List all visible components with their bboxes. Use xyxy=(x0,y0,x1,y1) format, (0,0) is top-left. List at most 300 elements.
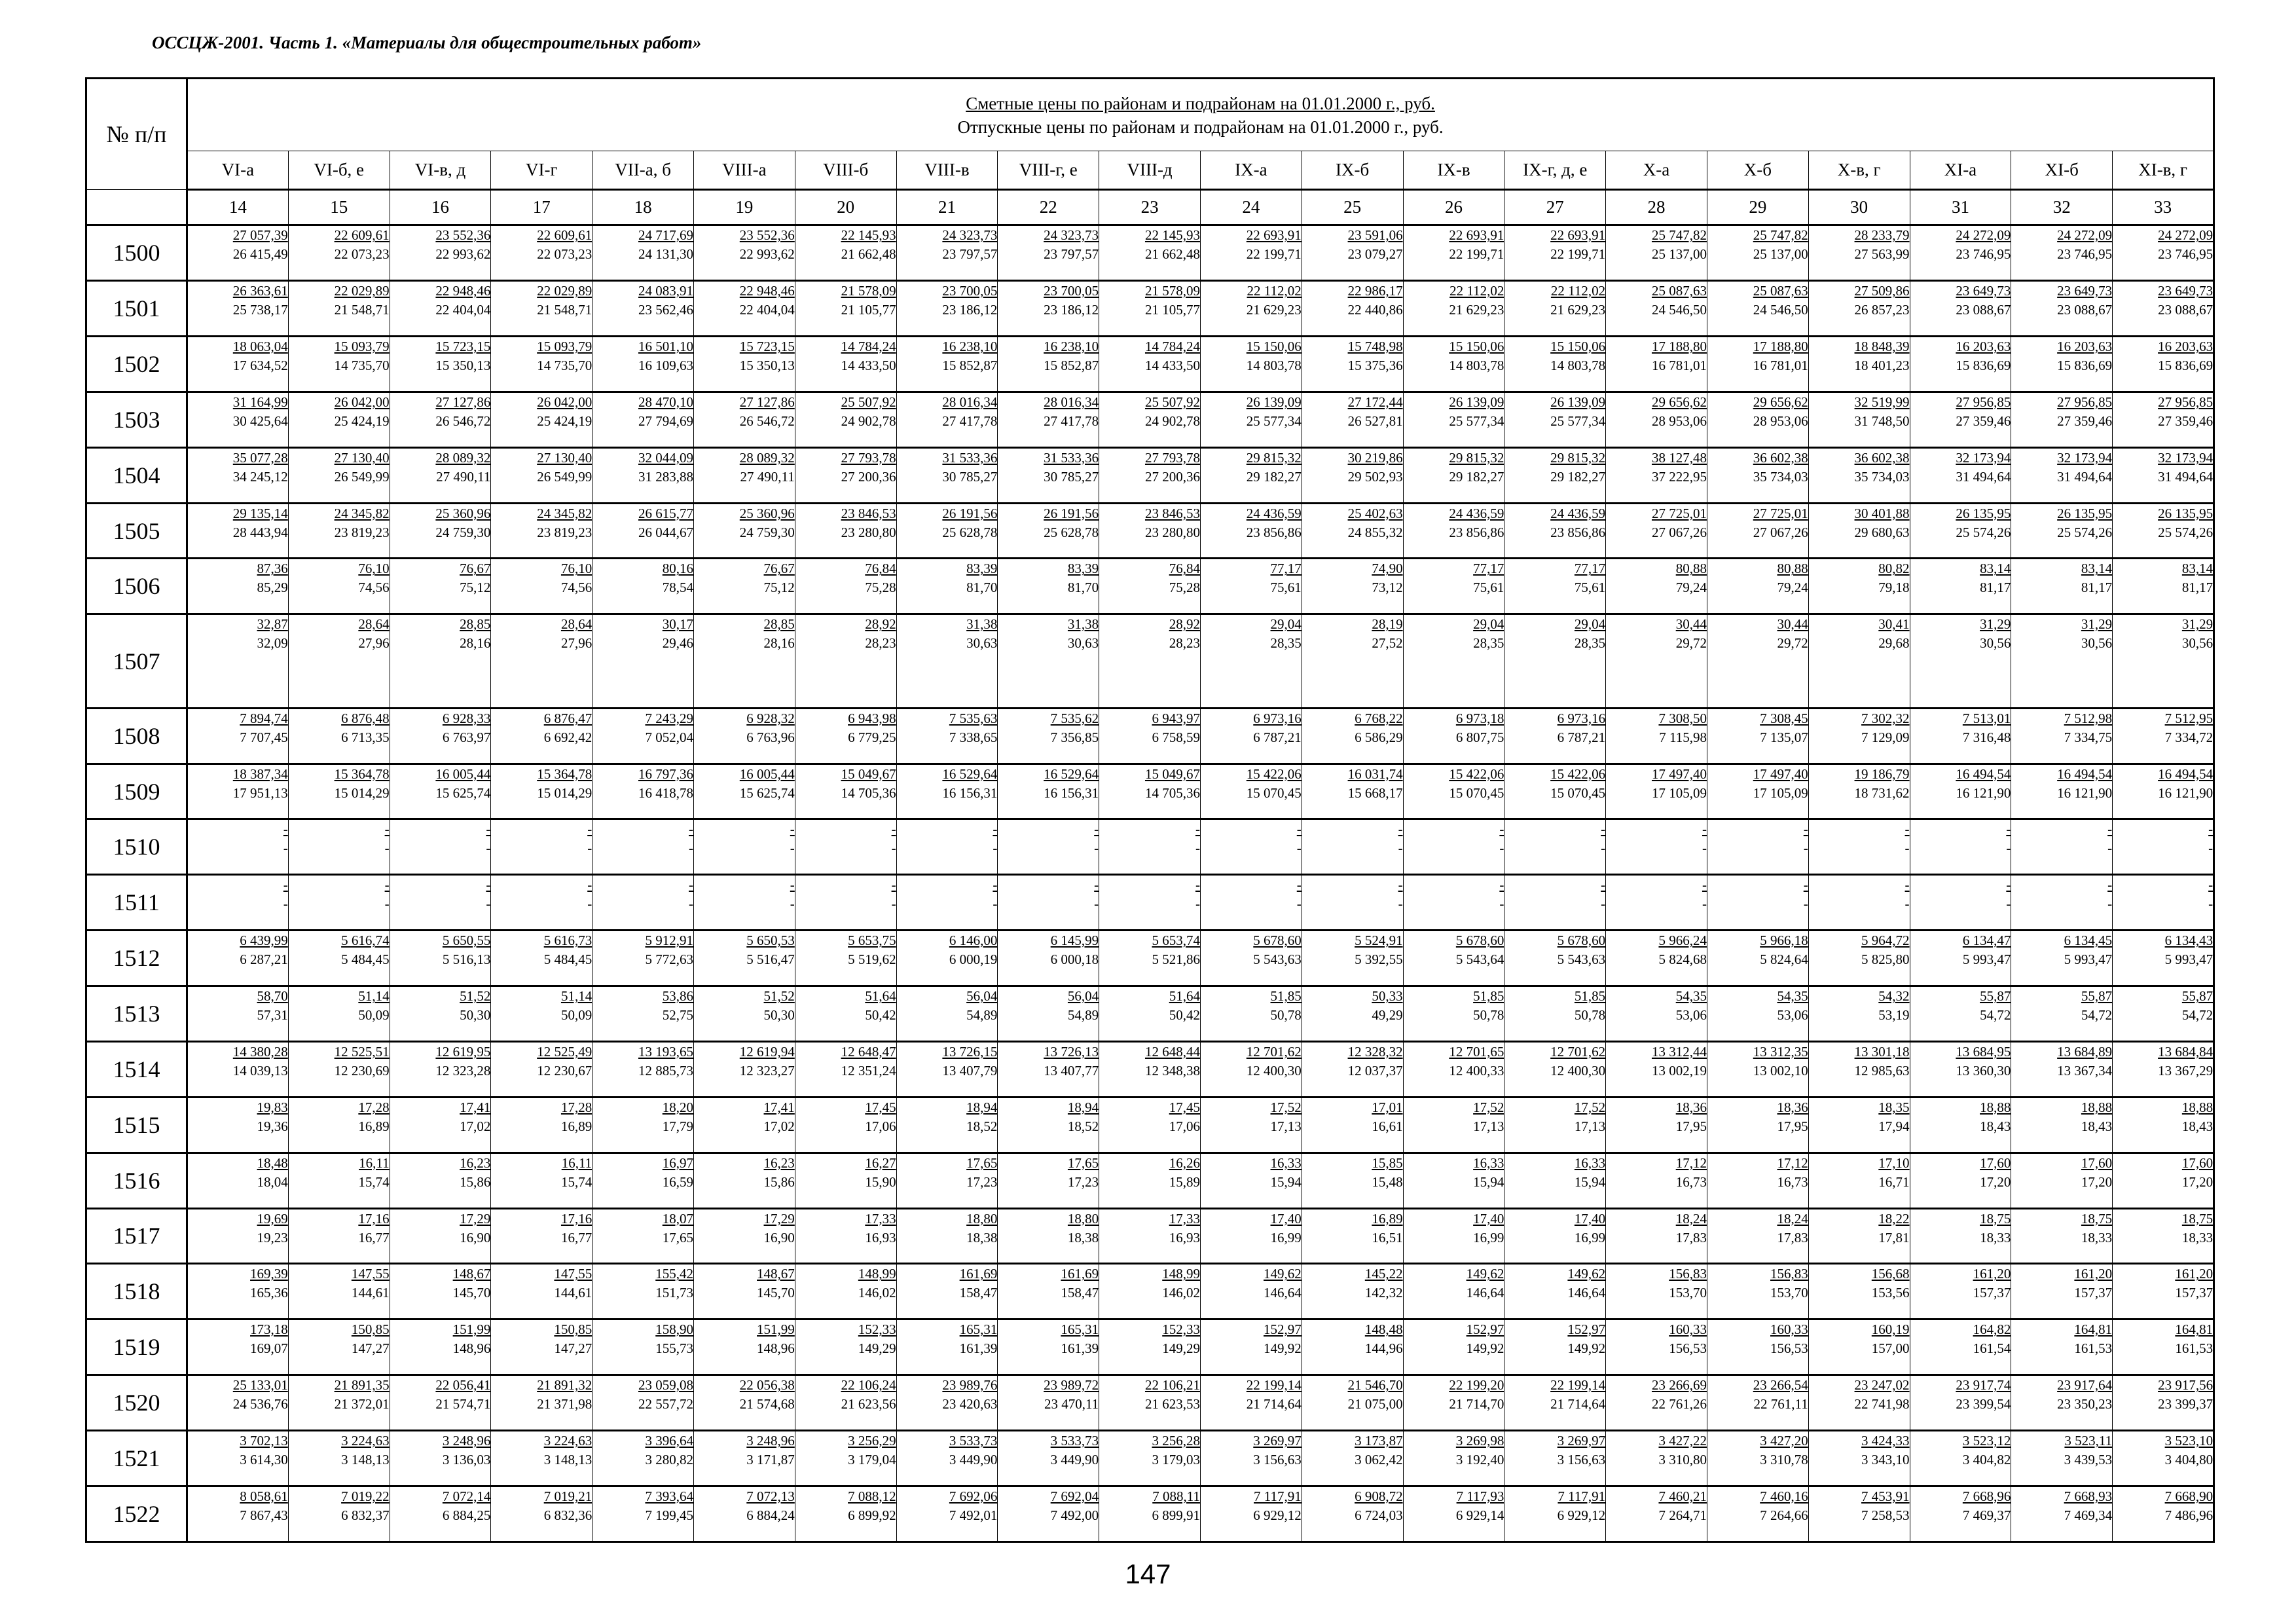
price-cell xyxy=(288,447,390,503)
release-price: 21 662,48 xyxy=(1144,246,1200,263)
release-price: 17,95 xyxy=(1777,1118,1808,1134)
estimated-price: - xyxy=(2107,877,2113,893)
release-price: 23 856,86 xyxy=(1449,524,1504,540)
price-cell xyxy=(1302,1097,1403,1153)
estimated-price: - xyxy=(1094,877,1099,893)
estimated-price: 16,33 xyxy=(1574,1154,1606,1171)
price-cell xyxy=(1606,392,1707,447)
estimated-price: 17 497,40 xyxy=(1651,766,1707,782)
estimated-price: 30,44 xyxy=(1777,616,1808,633)
release-price: 30,56 xyxy=(2181,635,2214,652)
release-price: 74,56 xyxy=(358,580,390,596)
estimated-price: 18,75 xyxy=(2181,1210,2214,1227)
estimated-price: 32 519,99 xyxy=(1854,394,1910,410)
estimated-price: 32,87 xyxy=(257,616,288,633)
release-price: 30,63 xyxy=(966,635,998,652)
estimated-price: 22 145,93 xyxy=(1144,227,1200,244)
release-price: 17,02 xyxy=(763,1118,795,1134)
price-cell xyxy=(1504,986,1606,1042)
price-cell xyxy=(187,614,289,708)
estimated-price: 51,14 xyxy=(560,988,592,1005)
release-price: 23 797,57 xyxy=(942,246,998,263)
release-price: 50,09 xyxy=(560,1007,592,1024)
estimated-price: 15 049,67 xyxy=(841,766,896,782)
estimated-price: 17 188,80 xyxy=(1753,339,1808,354)
price-cell xyxy=(1403,1264,1504,1320)
release-price: 3 171,87 xyxy=(746,1451,795,1467)
estimated-price: 13 312,44 xyxy=(1651,1043,1707,1060)
price-cell xyxy=(1606,281,1707,337)
estimated-price: 3 424,33 xyxy=(1861,1432,1910,1449)
price-cell xyxy=(491,1320,592,1375)
estimated-price: 28 016,34 xyxy=(942,394,998,410)
estimated-price: 17,60 xyxy=(1980,1154,2011,1171)
price-cell xyxy=(187,225,289,281)
release-price: 156,53 xyxy=(1770,1340,1808,1357)
estimated-price: 25 133,01 xyxy=(232,1377,288,1393)
price-cell xyxy=(288,1486,390,1541)
estimated-price: 161,20 xyxy=(1973,1266,2011,1282)
estimated-price: 15 150,06 xyxy=(1550,339,1606,354)
row-number: 1520 xyxy=(86,1375,187,1431)
release-price: 31 494,64 xyxy=(2158,468,2214,485)
region-header: VI-г xyxy=(491,151,592,190)
release-price: 16,89 xyxy=(560,1118,592,1134)
price-cell xyxy=(1099,819,1201,875)
release-price: 25 574,26 xyxy=(2057,524,2113,540)
price-cell xyxy=(491,1375,592,1431)
price-cell xyxy=(592,1208,694,1264)
release-price: 32,09 xyxy=(257,635,288,652)
price-cell xyxy=(693,1320,795,1375)
price-cell xyxy=(187,931,289,986)
release-price: 81,70 xyxy=(966,580,998,596)
release-price: 27 200,36 xyxy=(841,468,896,485)
release-price: 81,17 xyxy=(2081,580,2113,596)
estimated-price: 28 233,79 xyxy=(1854,227,1910,244)
price-cell xyxy=(1808,503,1910,559)
estimated-price: 150,85 xyxy=(351,1321,390,1338)
estimated-price: 169,39 xyxy=(250,1266,288,1282)
price-cell xyxy=(1099,931,1201,986)
estimated-price: 83,39 xyxy=(966,561,998,577)
price-cell xyxy=(1302,1041,1403,1097)
price-cell xyxy=(1808,1097,1910,1153)
release-price: 28,35 xyxy=(1270,635,1302,652)
release-price: 16,89 xyxy=(358,1118,390,1134)
price-cell xyxy=(1200,764,1302,819)
price-cell xyxy=(795,1375,896,1431)
region-header: VI-в, д xyxy=(390,151,491,190)
estimated-price: 6 146,00 xyxy=(949,932,998,949)
price-cell xyxy=(1504,764,1606,819)
estimated-price: 16 797,36 xyxy=(638,766,693,782)
release-price: 18,38 xyxy=(966,1229,998,1246)
price-cell xyxy=(592,1320,694,1375)
price-cell xyxy=(491,1153,592,1208)
estimated-price: 25 747,82 xyxy=(1651,227,1707,244)
estimated-price: 17 188,80 xyxy=(1651,339,1707,354)
release-price: - xyxy=(891,896,896,912)
price-cell xyxy=(998,392,1099,447)
estimated-price: 17,60 xyxy=(2181,1154,2214,1171)
release-price: 15 350,13 xyxy=(435,358,491,373)
release-price: 54,72 xyxy=(2181,1007,2214,1024)
price-cell xyxy=(1707,447,1808,503)
price-cell xyxy=(2113,708,2214,764)
release-price: - xyxy=(1195,840,1200,857)
estimated-price: 15 422,06 xyxy=(1550,766,1606,782)
price-cell xyxy=(896,1153,998,1208)
release-price: 7 338,65 xyxy=(949,729,998,745)
estimated-price: 18,88 xyxy=(2181,1099,2214,1115)
release-price: - xyxy=(587,896,592,912)
release-price: 24 131,30 xyxy=(638,246,693,263)
estimated-price: 22 106,24 xyxy=(841,1377,896,1393)
release-price: 30,56 xyxy=(2081,635,2113,652)
estimated-price: 77,17 xyxy=(1270,561,1302,577)
estimated-price: - xyxy=(2006,877,2011,893)
price-cell xyxy=(187,503,289,559)
price-cell xyxy=(491,1264,592,1320)
estimated-price: 6 876,47 xyxy=(543,710,592,726)
estimated-price: 22 693,91 xyxy=(1449,227,1504,244)
estimated-price: 148,48 xyxy=(1364,1321,1403,1338)
price-cell xyxy=(1099,337,1201,392)
estimated-price: 38 127,48 xyxy=(1651,449,1707,466)
estimated-price: 54,35 xyxy=(1675,988,1707,1005)
region-header: IX-б xyxy=(1302,151,1403,190)
price-cell xyxy=(896,1041,998,1097)
estimated-price: 155,42 xyxy=(655,1266,693,1282)
price-cell xyxy=(1504,447,1606,503)
estimated-price: 6 973,16 xyxy=(1557,710,1606,726)
region-header: IX-г, д, е xyxy=(1504,151,1606,190)
release-price: 157,37 xyxy=(2175,1285,2214,1301)
region-header: X-б xyxy=(1707,151,1808,190)
release-price: 21 372,01 xyxy=(334,1396,390,1412)
release-price: 27 067,26 xyxy=(1753,524,1808,540)
estimated-price: 19,83 xyxy=(257,1099,288,1115)
estimated-price: 18,24 xyxy=(1777,1210,1808,1227)
price-cell xyxy=(390,875,491,931)
price-cell xyxy=(187,819,289,875)
release-price: 16,77 xyxy=(358,1229,390,1246)
estimated-price: 3 224,63 xyxy=(543,1432,592,1449)
estimated-price: 13 301,18 xyxy=(1854,1043,1910,1060)
price-cell xyxy=(288,1041,390,1097)
estimated-price: 152,97 xyxy=(1567,1321,1606,1338)
estimated-price: 54,35 xyxy=(1777,988,1808,1005)
release-price: 50,30 xyxy=(460,1007,491,1024)
estimated-price: 6 134,47 xyxy=(1962,932,2011,949)
estimated-price: 5 678,60 xyxy=(1557,932,1606,949)
estimated-price: 149,62 xyxy=(1264,1266,1302,1282)
column-number: 16 xyxy=(390,189,491,225)
estimated-price: 7 668,93 xyxy=(2064,1488,2113,1504)
estimated-price: 23 552,36 xyxy=(435,227,491,244)
price-cell xyxy=(1808,1153,1910,1208)
release-price: 16,99 xyxy=(1574,1229,1606,1246)
price-cell xyxy=(896,819,998,875)
release-price: 21 075,00 xyxy=(1347,1396,1403,1412)
estimated-price: 7 117,93 xyxy=(1456,1488,1504,1504)
price-cell xyxy=(1910,559,2011,614)
row-number: 1510 xyxy=(86,819,187,875)
release-price: 13 407,77 xyxy=(1044,1062,1099,1079)
estimated-price: 17,10 xyxy=(1878,1154,1910,1171)
price-cell xyxy=(1504,1041,1606,1097)
release-price: 19,23 xyxy=(257,1229,288,1246)
release-price: 50,78 xyxy=(1473,1007,1504,1024)
release-price: 7 356,85 xyxy=(1050,729,1099,745)
release-price: 6 763,96 xyxy=(746,729,795,745)
estimated-price: 23 266,54 xyxy=(1753,1377,1808,1393)
price-cell xyxy=(998,1208,1099,1264)
release-price: 23 746,95 xyxy=(2158,246,2214,263)
estimated-price: 3 427,22 xyxy=(1658,1432,1707,1449)
release-price: 79,24 xyxy=(1777,580,1808,596)
release-price: - xyxy=(993,840,998,857)
column-number: 24 xyxy=(1200,189,1302,225)
release-price: 16 781,01 xyxy=(1753,358,1808,373)
release-price: - xyxy=(1094,840,1099,857)
price-cell xyxy=(1200,392,1302,447)
price-cell xyxy=(2011,1041,2113,1097)
release-price: - xyxy=(2208,840,2214,857)
release-price: 54,89 xyxy=(966,1007,998,1024)
row-number: 1513 xyxy=(86,986,187,1042)
release-price: 6 807,75 xyxy=(1455,729,1504,745)
column-number: 25 xyxy=(1302,189,1403,225)
estimated-price: 21 891,35 xyxy=(334,1377,390,1393)
release-price: 16,93 xyxy=(865,1229,896,1246)
price-cell xyxy=(288,1430,390,1486)
estimated-price: 23 649,73 xyxy=(1956,283,2011,299)
price-cell xyxy=(187,281,289,337)
price-cell xyxy=(1808,1208,1910,1264)
price-cell xyxy=(1200,1486,1302,1541)
price-cell xyxy=(2011,819,2113,875)
price-cell xyxy=(1403,281,1504,337)
release-price: 17,06 xyxy=(1169,1118,1200,1134)
price-cell xyxy=(1606,447,1707,503)
estimated-price: 77,17 xyxy=(1473,561,1504,577)
price-cell xyxy=(1099,392,1201,447)
release-price: 18,43 xyxy=(2081,1118,2113,1134)
release-price: 147,27 xyxy=(554,1340,592,1357)
release-price: 7 258,53 xyxy=(1861,1507,1910,1523)
table-row xyxy=(86,1264,2214,1320)
price-cell xyxy=(1504,1208,1606,1264)
release-price: 53,06 xyxy=(1777,1007,1808,1024)
estimated-price: 26 042,00 xyxy=(537,394,592,410)
price-cell xyxy=(592,819,694,875)
estimated-price: 148,99 xyxy=(858,1266,896,1282)
price-cell xyxy=(1504,503,1606,559)
estimated-price: - xyxy=(2107,821,2113,838)
estimated-price: 18,22 xyxy=(1878,1210,1910,1227)
estimated-price: 31 533,36 xyxy=(942,449,998,466)
price-cell xyxy=(1707,1041,1808,1097)
release-price: 23 088,67 xyxy=(2057,302,2113,318)
price-cell xyxy=(693,337,795,392)
estimated-price: 80,82 xyxy=(1878,561,1910,577)
price-cell xyxy=(998,447,1099,503)
estimated-price: 17,29 xyxy=(460,1210,491,1227)
estimated-price: - xyxy=(384,821,390,838)
release-price: 27 067,26 xyxy=(1651,524,1707,540)
estimated-price: 12 619,94 xyxy=(739,1043,795,1060)
price-cell xyxy=(795,1264,896,1320)
release-price: 3 449,90 xyxy=(1050,1451,1099,1467)
release-price: 17,83 xyxy=(1675,1229,1707,1246)
estimated-price: 83,14 xyxy=(1980,561,2011,577)
release-price: 25 137,00 xyxy=(1651,246,1707,263)
estimated-price: 7 668,90 xyxy=(2164,1488,2214,1504)
estimated-price: 28,92 xyxy=(1169,616,1200,633)
price-cell xyxy=(896,447,998,503)
estimated-price: 24 345,82 xyxy=(334,505,390,521)
row-number: 1504 xyxy=(86,447,187,503)
price-cell xyxy=(491,1486,592,1541)
release-price: 31 494,64 xyxy=(1956,468,2011,485)
estimated-price: 26 139,09 xyxy=(1449,394,1504,410)
estimated-price: 25 360,96 xyxy=(739,505,795,521)
estimated-price: 12 525,49 xyxy=(537,1043,592,1060)
release-price: 15,94 xyxy=(1574,1173,1606,1190)
release-price: 25 424,19 xyxy=(334,413,390,429)
price-cell xyxy=(1099,708,1201,764)
estimated-price: 26 042,00 xyxy=(334,394,390,410)
estimated-price: 7 117,91 xyxy=(1558,1488,1606,1504)
column-number: 27 xyxy=(1504,189,1606,225)
release-price: 25 574,26 xyxy=(2158,524,2214,540)
price-cell xyxy=(1302,447,1403,503)
release-price: 149,29 xyxy=(1162,1340,1200,1357)
release-price: 3 179,04 xyxy=(848,1451,896,1467)
release-price: 27 359,46 xyxy=(2158,413,2214,429)
estimated-price: 27 127,86 xyxy=(739,394,795,410)
release-price: - xyxy=(688,896,693,912)
release-price: 21 548,71 xyxy=(537,302,592,318)
release-price: 27 563,99 xyxy=(1854,246,1910,263)
release-price: 25 577,34 xyxy=(1449,413,1504,429)
release-price: 28,16 xyxy=(460,635,491,652)
estimated-price: 17,65 xyxy=(1067,1154,1099,1171)
price-cell xyxy=(187,1320,289,1375)
price-cell xyxy=(1099,559,1201,614)
release-price: 17 634,52 xyxy=(232,358,288,373)
release-price: 22 761,11 xyxy=(1753,1396,1808,1412)
estimated-price: 23 266,69 xyxy=(1651,1377,1707,1393)
release-price: 37 222,95 xyxy=(1651,468,1707,485)
price-cell xyxy=(1707,1375,1808,1431)
release-price: 30 425,64 xyxy=(232,413,288,429)
release-price: 29 502,93 xyxy=(1347,468,1403,485)
estimated-price: 18,75 xyxy=(1980,1210,2011,1227)
price-cell xyxy=(288,392,390,447)
price-cell xyxy=(795,986,896,1042)
estimated-price: 32 173,94 xyxy=(2057,449,2113,466)
estimated-price: 23 700,05 xyxy=(1044,283,1099,299)
estimated-price: 28,85 xyxy=(460,616,491,633)
price-cell xyxy=(795,225,896,281)
release-price: 21 629,23 xyxy=(1550,302,1606,318)
estimated-price: 18,35 xyxy=(1878,1099,1910,1115)
release-price: - xyxy=(993,896,998,912)
estimated-price: 152,97 xyxy=(1466,1321,1504,1338)
release-price: 21 714,64 xyxy=(1550,1396,1606,1412)
release-price: 27 417,78 xyxy=(942,413,998,429)
price-cell xyxy=(2113,1208,2214,1264)
release-price: 23 186,12 xyxy=(1044,302,1099,318)
estimated-price: 16,27 xyxy=(865,1154,896,1171)
release-price: 78,54 xyxy=(662,580,693,596)
estimated-price: 16,89 xyxy=(1372,1210,1403,1227)
release-price: 7 867,43 xyxy=(240,1507,288,1523)
price-cell xyxy=(795,392,896,447)
price-cell xyxy=(390,447,491,503)
price-cell xyxy=(1200,1320,1302,1375)
estimated-price: 7 117,91 xyxy=(1254,1488,1302,1504)
release-price: 16,77 xyxy=(560,1229,592,1246)
estimated-price: 29 656,62 xyxy=(1651,394,1707,410)
release-price: 85,29 xyxy=(257,580,288,596)
release-price: 7 264,66 xyxy=(1760,1507,1808,1523)
release-price: 75,61 xyxy=(1574,580,1606,596)
release-price: 23 280,80 xyxy=(841,524,896,540)
price-cell xyxy=(2011,1375,2113,1431)
release-price: 16,51 xyxy=(1372,1229,1403,1246)
estimated-price: 26 139,09 xyxy=(1550,394,1606,410)
price-cell xyxy=(592,764,694,819)
estimated-price: 17,01 xyxy=(1372,1099,1403,1115)
release-price: 7 469,34 xyxy=(2064,1507,2113,1523)
price-cell xyxy=(1200,559,1302,614)
release-price: 18,38 xyxy=(1067,1229,1099,1246)
release-price: - xyxy=(790,896,795,912)
release-price: 25 738,17 xyxy=(232,302,288,318)
release-price: 22 073,23 xyxy=(334,246,390,263)
release-price: 15,94 xyxy=(1270,1173,1302,1190)
estimated-price: 22 986,17 xyxy=(1347,283,1403,299)
release-price: 144,96 xyxy=(1364,1340,1403,1357)
price-cell xyxy=(390,559,491,614)
column-number: 17 xyxy=(491,189,592,225)
estimated-price: 12 701,62 xyxy=(1246,1043,1302,1060)
release-price: 6 884,24 xyxy=(746,1507,795,1523)
release-price: 16,90 xyxy=(460,1229,491,1246)
price-cell xyxy=(998,1041,1099,1097)
estimated-price: 22 029,89 xyxy=(334,283,390,299)
price-cell xyxy=(1403,1097,1504,1153)
estimated-price: 24 436,59 xyxy=(1550,505,1606,521)
release-price: 17,83 xyxy=(1777,1229,1808,1246)
estimated-price: 27 956,85 xyxy=(2158,394,2214,410)
estimated-price: 14 784,24 xyxy=(841,339,896,354)
estimated-price: 17,16 xyxy=(560,1210,592,1227)
price-cell xyxy=(1707,875,1808,931)
estimated-price: 23 917,56 xyxy=(2158,1377,2214,1393)
price-cell xyxy=(1099,986,1201,1042)
release-price: 5 484,45 xyxy=(341,951,390,968)
price-cell xyxy=(1808,819,1910,875)
release-price: 22 073,23 xyxy=(537,246,592,263)
table-row xyxy=(86,1320,2214,1375)
estimated-price: 148,99 xyxy=(1162,1266,1200,1282)
release-price: 15,86 xyxy=(763,1173,795,1190)
